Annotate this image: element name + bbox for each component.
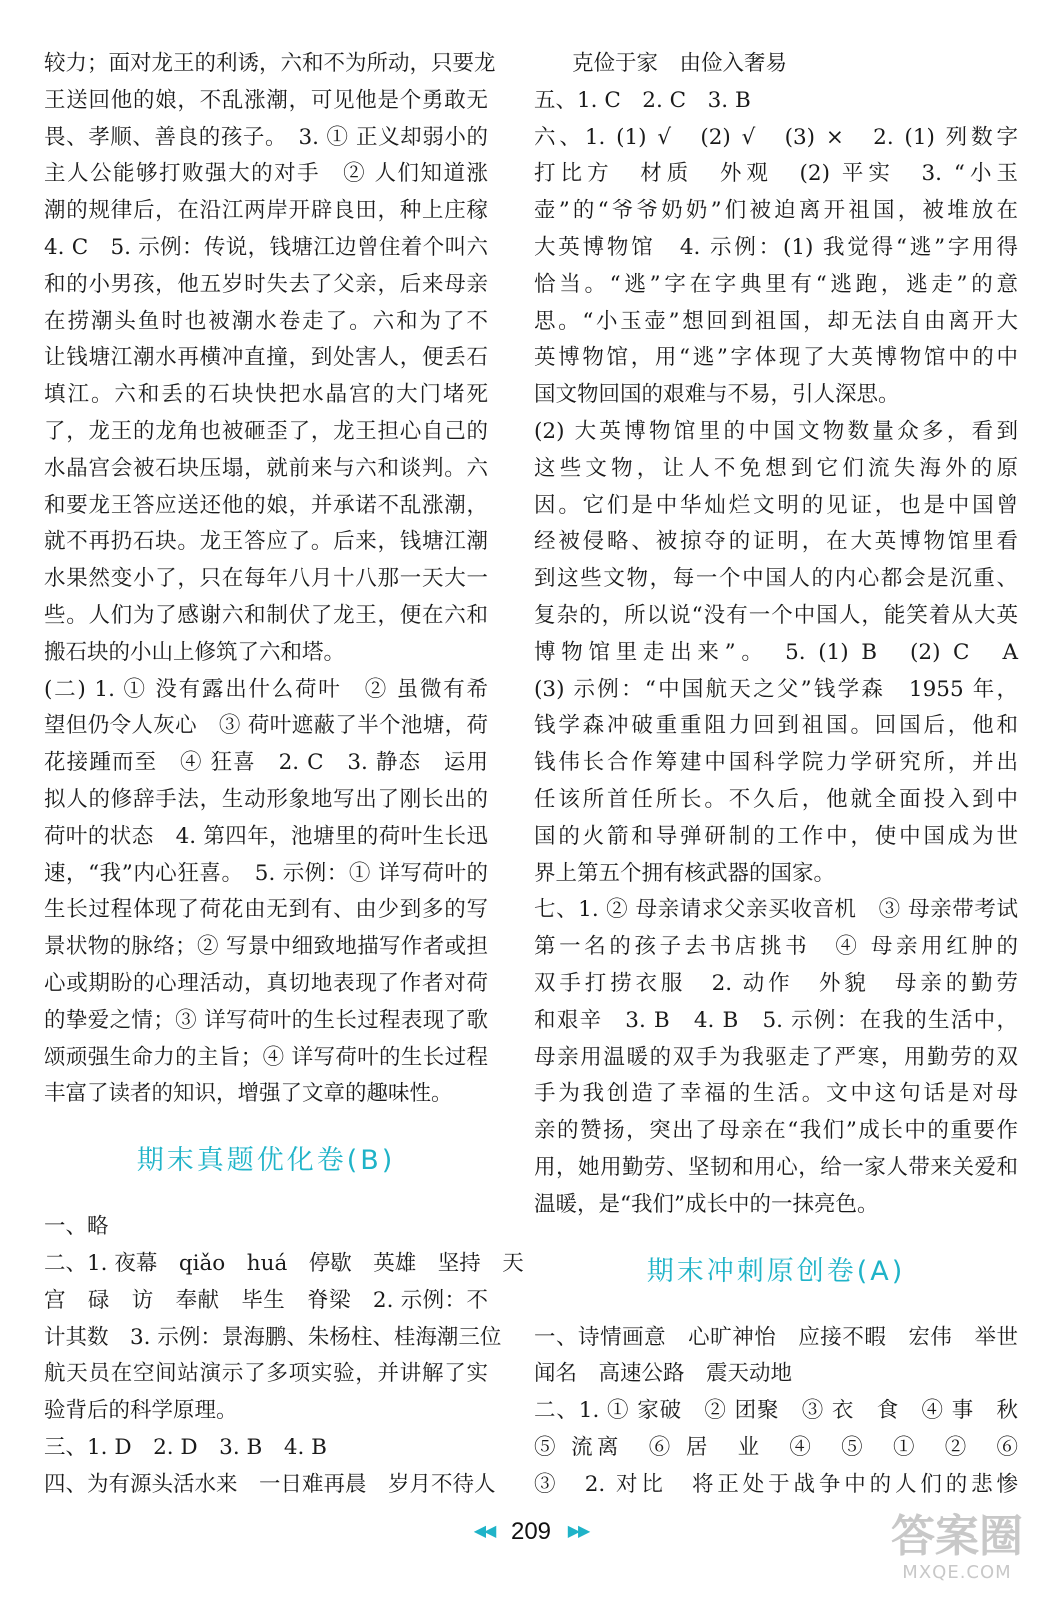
answer-line: 潮的规律后，在沿江两岸开辟良田，种上庄稼 [44, 198, 488, 224]
answer-line: 英博物馆，用“逃”字体现了大英博物馆中的中 [534, 345, 1018, 371]
section-title-b: 期末真题优化卷(B) [136, 1145, 396, 1177]
answer-line: 水果然变小了，只在每年八月十八那一天大一 [44, 566, 488, 592]
answer-line: 心或期盼的心理活动，真切地表现了作者对荷 [44, 970, 488, 996]
answer-line: 闻名 高速公路 震天动地 [534, 1361, 793, 1387]
answer-line: 界上第五个拥有核武器的国家。 [534, 860, 836, 886]
section-title-a: 期末冲刺原创卷(A) [646, 1255, 906, 1287]
answer-line: 一、略 [44, 1214, 109, 1240]
answer-line: 王送回他的娘，不乱涨潮，可见他是个勇敢无 [44, 87, 488, 113]
answer-line: ⑤ 流离 ⑥ 居 业 ④ ⑤ ① ② ⑥ [534, 1434, 1018, 1460]
answer-line: 了，龙王的龙角也被砸歪了，龙王担心自己的 [44, 418, 488, 444]
answer-line: (2) 大英博物馆里的中国文物数量众多，看到 [534, 418, 1018, 444]
page-number: 209 [510, 1518, 552, 1545]
answer-line: 国文物回国的艰难与不易，引人深思。 [534, 382, 900, 408]
answer-line: 速，“我”内心狂喜。 5. 示例：① 详写荷叶的 [44, 860, 488, 886]
answer-line: 七、1. ② 母亲请求父亲买收音机 ③ 母亲带考试 [534, 897, 1018, 923]
answer-line: 和艰辛 3. B 4. B 5. 示例：在我的生活中， [534, 1007, 1018, 1033]
watermark-text: 答案圈 [891, 1511, 1023, 1562]
answer-line: 拟人的修辞手法，生动形象地写出了刚长出的 [44, 786, 488, 812]
watermark-logo [872, 1512, 1042, 1592]
answer-line: 经被侵略、被掠夺的证明，在大英博物馆里看 [534, 529, 1018, 555]
answer-line: 这些文物，让人不免想到它们流失海外的原 [534, 455, 1018, 481]
answer-line: 4. C 5. 示例：传说，钱塘江边曾住着个叫六 [44, 234, 488, 260]
answer-line: 壶”的“爷爷奶奶”们被迫离开祖国，被堆放在 [534, 198, 1018, 224]
answer-line: 双手打捞衣服 2. 动作 外貌 母亲的勤劳 [534, 970, 1018, 996]
answer-line: 五、1. C 2. C 3. B [534, 87, 751, 113]
watermark-url: MXQE.COM [902, 1562, 1012, 1583]
answer-line: 第一名的孩子去书店挑书 ④ 母亲用红肿的 [534, 934, 1018, 960]
answer-line: 大英博物馆 4. 示例：(1) 我觉得“逃”字用得 [534, 234, 1018, 260]
answer-line: 航天员在空间站演示了多项实验，并讲解了实 [44, 1361, 488, 1387]
answer-line: 思。“小玉壶”想回到祖国，却无法自由离开大 [534, 308, 1018, 334]
answer-line: 二、1. ① 家破 ② 团聚 ③ 衣 食 ④ 事 秋 [534, 1398, 1018, 1424]
answer-line: 就不再扔石块。龙王答应了。后来，钱塘江潮 [44, 529, 488, 555]
answer-line: 和要龙王答应送还他的娘，并承诺不乱涨潮， [44, 492, 488, 518]
answer-line: 些。人们为了感谢六和制伏了龙王，便在六和 [44, 602, 488, 628]
answer-line: 花接踵而至 ④ 狂喜 2. C 3. 静态 运用 [44, 750, 488, 776]
answer-line: 让钱塘江潮水再横冲直撞，到处害人，便丢石 [44, 345, 488, 371]
answer-line: 母亲用温暖的双手为我驱走了严寒，用勤劳的双 [534, 1044, 1018, 1070]
answer-line: 三、1. D 2. D 3. B 4. B [44, 1434, 327, 1460]
left-column [44, 46, 524, 1503]
answer-line: 的挚爱之情；③ 详写荷叶的生长过程表现了歌 [44, 1007, 488, 1033]
answer-line: 搬石块的小山上修筑了六和塔。 [44, 639, 346, 665]
answer-line: 六、1. (1) √ (2) √ (3) × 2. (1) 列数字 [534, 124, 1018, 150]
answer-line: 和的小男孩，他五岁时失去了父亲，后来母亲 [44, 271, 488, 297]
answer-line: 国的火箭和导弹研制的工作中，使中国成为世 [534, 823, 1018, 849]
prev-arrows-icon: ◀◀ [473, 1523, 495, 1540]
answer-line: 四、为有源头活水来 一日难再晨 岁月不待人 [44, 1471, 496, 1497]
answer-line: 到这些文物，每一个中国人的内心都会是沉重、 [534, 566, 1018, 592]
answer-line: 恰当。“逃”字在字典里有“逃跑，逃走”的意 [534, 271, 1018, 297]
answer-line: 主人公能够打败强大的对手 ② 人们知道涨 [44, 161, 488, 187]
answer-line: 颂顽强生命力的主旨；④ 详写荷叶的生长过程 [44, 1044, 488, 1070]
answer-line: 生长过程体现了荷花由无到有、由少到多的写 [44, 897, 488, 923]
answer-line: ③ 2. 对比 将正处于战争中的人们的悲惨 [534, 1471, 1018, 1497]
answer-line: 用，她用勤劳、坚韧和用心，给一家人带来关爱和 [534, 1154, 1018, 1180]
answer-line: 打比方 材质 外观 (2) 平实 3. “小玉 [534, 161, 1018, 187]
answer-line: 克俭于家 由俭入奢易 [572, 51, 788, 76]
answer-line: (3) 示例：“中国航天之父”钱学森 1955 年， [534, 676, 1018, 702]
answer-line: 钱学森冲破重重阻力回到祖国。回国后，他和 [534, 713, 1018, 739]
answer-line: 任该所首任所长。不久后，他就全面投入到中 [534, 786, 1018, 812]
answer-line: 畏、孝顺、善良的孩子。 3. ① 正义却弱小的 [44, 124, 488, 150]
answer-line: 二、1. 夜幕 qiǎo huá 停歇 英雄 坚持 天 [44, 1250, 524, 1276]
answer-line: 较力；面对龙王的利诱，六和不为所动，只要龙 [44, 51, 496, 76]
next-arrows-icon: ▶▶ [567, 1523, 589, 1540]
answer-line: 一、诗情画意 心旷神怡 应接不暇 宏伟 举世 [534, 1324, 1018, 1350]
answer-line: 丰富了读者的知识，增强了文章的趣味性。 [44, 1081, 453, 1107]
answer-line: 水晶宫会被石块压塌，就前来与六和谈判。六 [44, 455, 488, 481]
answer-line: 钱伟长合作筹建中国科学院力学研究所，并出 [534, 750, 1018, 776]
answer-line: 在捞潮头鱼时也被潮水卷走了。六和为了不 [44, 308, 488, 334]
answer-line: 望但仍令人灰心 ③ 荷叶遮蔽了半个池塘，荷 [44, 713, 488, 739]
answer-line: (二) 1. ① 没有露出什么荷叶 ② 虽微有希 [44, 676, 488, 702]
answer-line: 亲的赞扬，突出了母亲在“我们”成长中的重要作 [534, 1118, 1018, 1144]
answer-line: 填江。六和丢的石块快把水晶宫的大门堵死 [44, 382, 488, 408]
answer-line: 因。它们是中华灿烂文明的见证，也是中国曾 [534, 492, 1018, 518]
answer-line: 温暖，是“我们”成长中的一抹亮色。 [534, 1191, 879, 1217]
answer-line: 宫 碌 访 奉献 毕生 脊梁 2. 示例：不 [44, 1287, 488, 1313]
answer-line: 计其数 3. 示例：景海鹏、朱杨柱、桂海潮三位 [44, 1324, 502, 1350]
answer-line: 景状物的脉络；② 写景中细致地描写作者或担 [44, 934, 488, 960]
answer-line: 复杂的，所以说“没有一个中国人，能笑着从大英 [534, 602, 1018, 628]
answer-line: 博物馆里走出来”。 5. (1) B (2) C A [534, 639, 1018, 665]
right-column [534, 46, 1018, 1503]
answer-line: 荷叶的状态 4. 第四年，池塘里的荷叶生长迅 [44, 823, 488, 849]
answer-line: 手为我创造了幸福的生活。文中这句话是对母 [534, 1081, 1018, 1107]
answer-line: 验背后的科学原理。 [44, 1398, 238, 1424]
